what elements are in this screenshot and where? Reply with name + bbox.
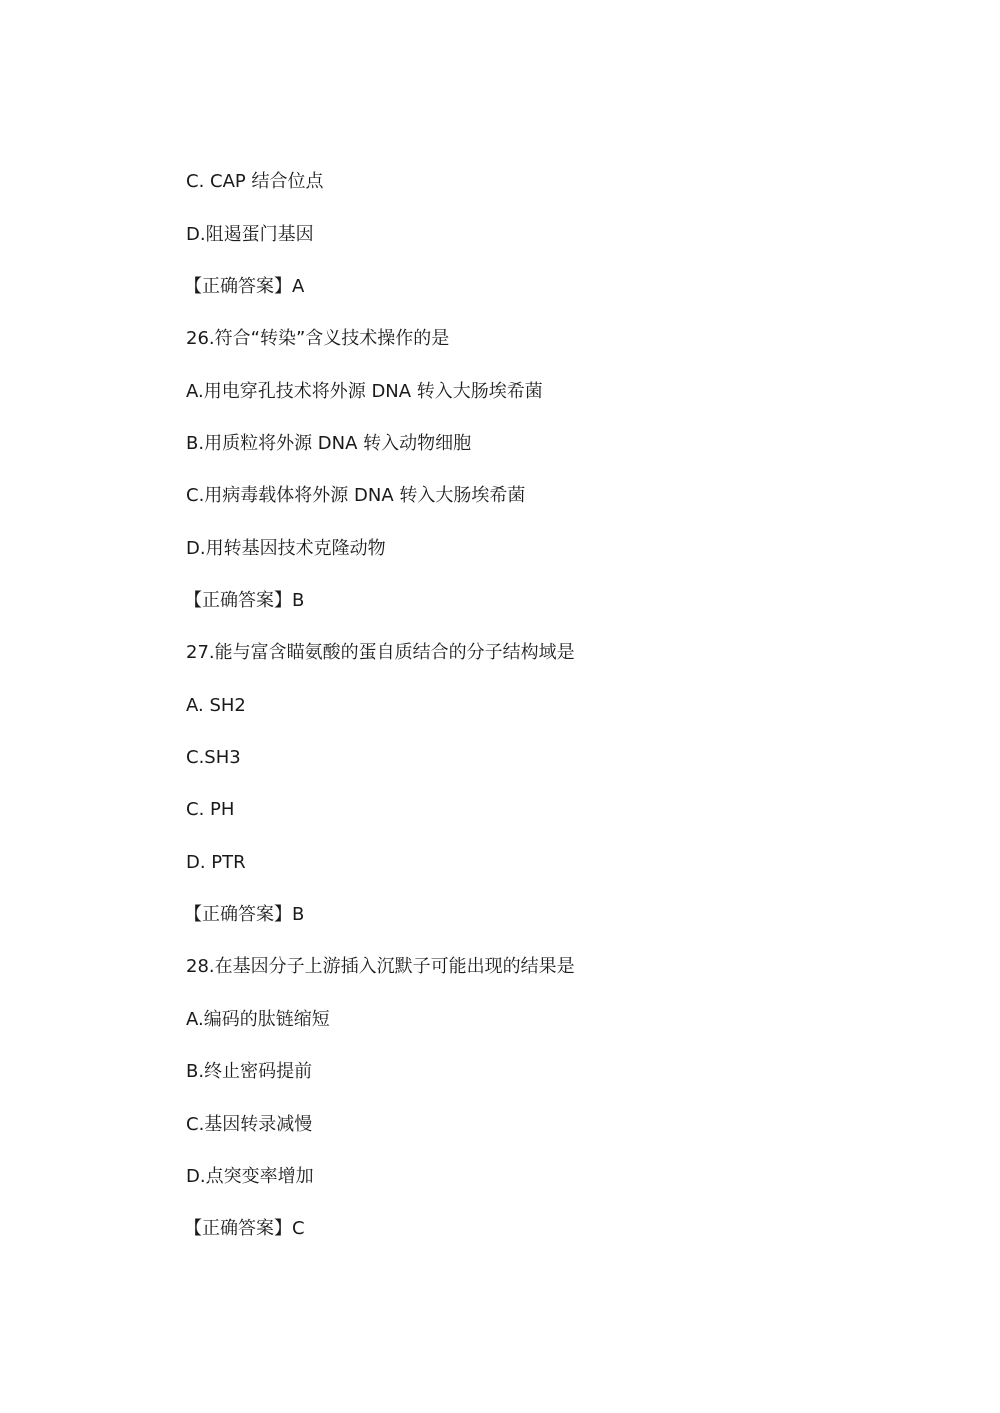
answer-q26: 【正确答案】B: [184, 590, 305, 611]
answer-q25: 【正确答案】A: [184, 276, 305, 297]
option-b-q26: B.用质粒将外源 DNA 转入动物细胞: [186, 433, 472, 454]
option-c-q25: C. CAP 结合位点: [186, 171, 324, 192]
answer-q28: 【正确答案】C: [184, 1218, 305, 1239]
question-27: 27.能与富含瞄氨酸的蛋自质结合的分子结构域是: [186, 642, 575, 663]
option-a-q28: A.编码的肽链缩短: [186, 1009, 330, 1030]
answer-q27: 【正确答案】B: [184, 904, 305, 925]
option-a-q27: A. SH2: [186, 695, 246, 716]
option-a-q26: A.用电穿孔技术将外源 DNA 转入大肠埃希菌: [186, 381, 543, 402]
option-b-q27: C.SH3: [186, 747, 241, 768]
question-26: 26.符合“转染”含义技术操作的是: [186, 328, 450, 349]
option-d-q28: D.点突变率增加: [186, 1166, 314, 1187]
option-b-q28: B.终止密码提前: [186, 1061, 313, 1082]
option-c-q27: C. PH: [186, 799, 235, 820]
option-d-q27: D. PTR: [186, 852, 246, 873]
option-c-q26: C.用病毒载体将外源 DNA 转入大肠埃希菌: [186, 485, 526, 506]
option-d-q25: D.阻遏蛋门基因: [186, 224, 314, 245]
option-d-q26: D.用转基因技术克隆动物: [186, 538, 386, 559]
option-c-q28: C.基因转录减慢: [186, 1114, 313, 1135]
question-28: 28.在基因分子上游插入沉默子可能出现的结果是: [186, 956, 575, 977]
